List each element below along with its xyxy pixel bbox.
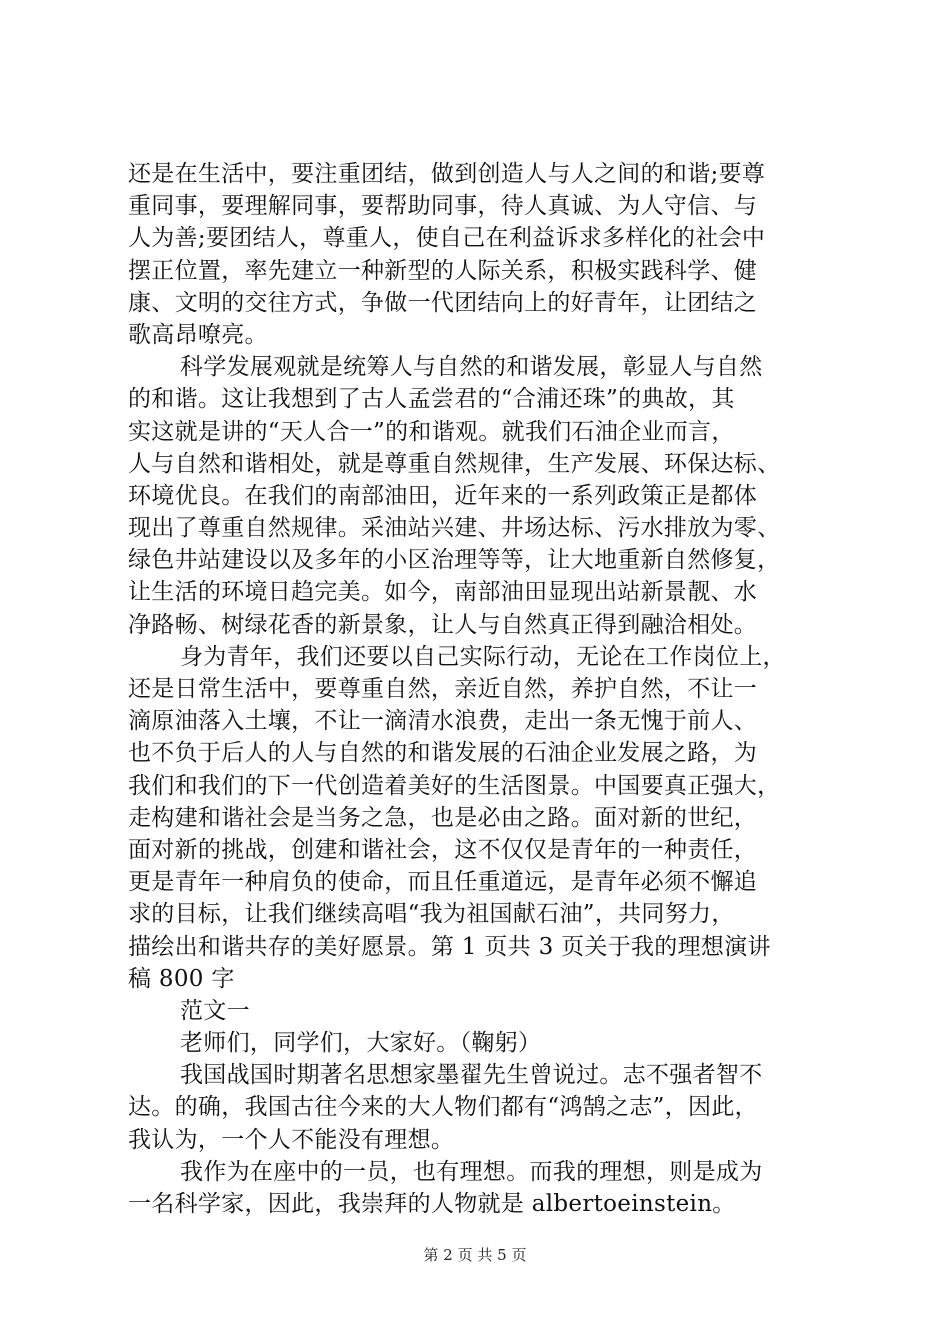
document-body: [128, 158, 840, 1220]
text-line: 面对新的挑战，创建和谐社会，这不仅仅是青年的一种责任，: [128, 836, 758, 863]
text-line: 让生活的环境日趋完美。如今，南部油田显现出站新景靓、水: [128, 579, 758, 606]
text-line: 滴原油落入土壤，不让一滴清水浪费，走出一条无愧于前人、: [128, 708, 758, 735]
text-line: 我国战国时期著名思想家墨翟先生曾说过。志不强者智不: [180, 1062, 763, 1089]
text-line: 老师们，同学们，大家好。（鞠躬）: [180, 1030, 542, 1057]
text-line: 环境优良。在我们的南部油田，近年来的一系列政策正是都体: [128, 482, 758, 509]
text-line: 还是日常生活中，要尊重自然，亲近自然，养护自然，不让一: [128, 676, 758, 702]
text-line: 净路畅、树绿花香的新景象，让人与自然真正得到融洽相处。: [128, 611, 758, 638]
text-line: 求的目标，让我们继续高唱“我为祖国献石油”，共同努力，: [128, 901, 735, 928]
text-line: 现出了尊重自然规律。采油站兴建、井场达标、污水排放为零、: [128, 515, 781, 542]
text-line: 歌高昂嘹亮。: [128, 321, 268, 348]
text-line: 重同事，要理解同事，要帮助同事，待人真诚、为人守信、与: [128, 193, 758, 220]
text-line: 我们和我们的下一代创造着美好的生活图景。中国要真正强大，: [128, 772, 781, 799]
text-line: 范文一: [180, 997, 250, 1024]
text-line: 我认为，一个人不能没有理想。: [128, 1126, 455, 1153]
text-line: 达。的确，我国古往今来的大人物们都有“鸿鹄之志”，因此，: [128, 1094, 758, 1121]
text-line: 科学发展观就是统筹人与自然的和谐发展，彰显人与自然: [180, 354, 763, 381]
text-line: 人为善;要团结人，尊重人，使自己在利益诉求多样化的社会中: [128, 225, 766, 252]
text-line: 也不负于后人的人与自然的和谐发展的石油企业发展之路，为: [128, 740, 758, 767]
text-line: 走构建和谐社会是当务之急，也是必由之路。面对新的世纪，: [128, 804, 758, 831]
text-line: 康、文明的交往方式，争做一代团结向上的好青年，让团结之: [128, 289, 758, 316]
text-line: 更是青年一种肩负的使命，而且任重道远，是青年必须不懈追: [128, 869, 758, 896]
text-line: 身为青年，我们还要以自己实际行动，无论在工作岗位上，: [180, 643, 786, 670]
text-line: 人与自然和谐相处，就是尊重自然规律，生产发展、环保达标、: [128, 450, 781, 477]
text-line: 摆正位置，率先建立一种新型的人际关系，积极实践科学、健: [128, 257, 758, 284]
text-line: 还是在生活中，要注重团结，做到创造人与人之间的和谐;要尊: [128, 161, 766, 187]
text-line: 的和谐。这让我想到了古人孟尝君的“合浦还珠”的典故，其: [128, 386, 735, 413]
text-line: 绿色井站建设以及多年的小区治理等等，让大地重新自然修复，: [128, 547, 781, 574]
text-line: 描绘出和谐共存的美好愿景。第 1 页共 3 页关于我的理想演讲: [128, 933, 771, 960]
text-line: 我作为在座中的一员，也有理想。而我的理想，则是成为: [180, 1158, 763, 1185]
text-line: 一名科学家，因此，我崇拜的人物就是 albertoeinstein。: [128, 1191, 736, 1217]
page-footer: 第 2 页 共 5 页: [423, 1246, 527, 1264]
text-line: 稿 800 字: [128, 965, 235, 992]
text-line: 实这就是讲的“天人合一”的和谐观。就我们石油企业而言，: [128, 418, 735, 445]
